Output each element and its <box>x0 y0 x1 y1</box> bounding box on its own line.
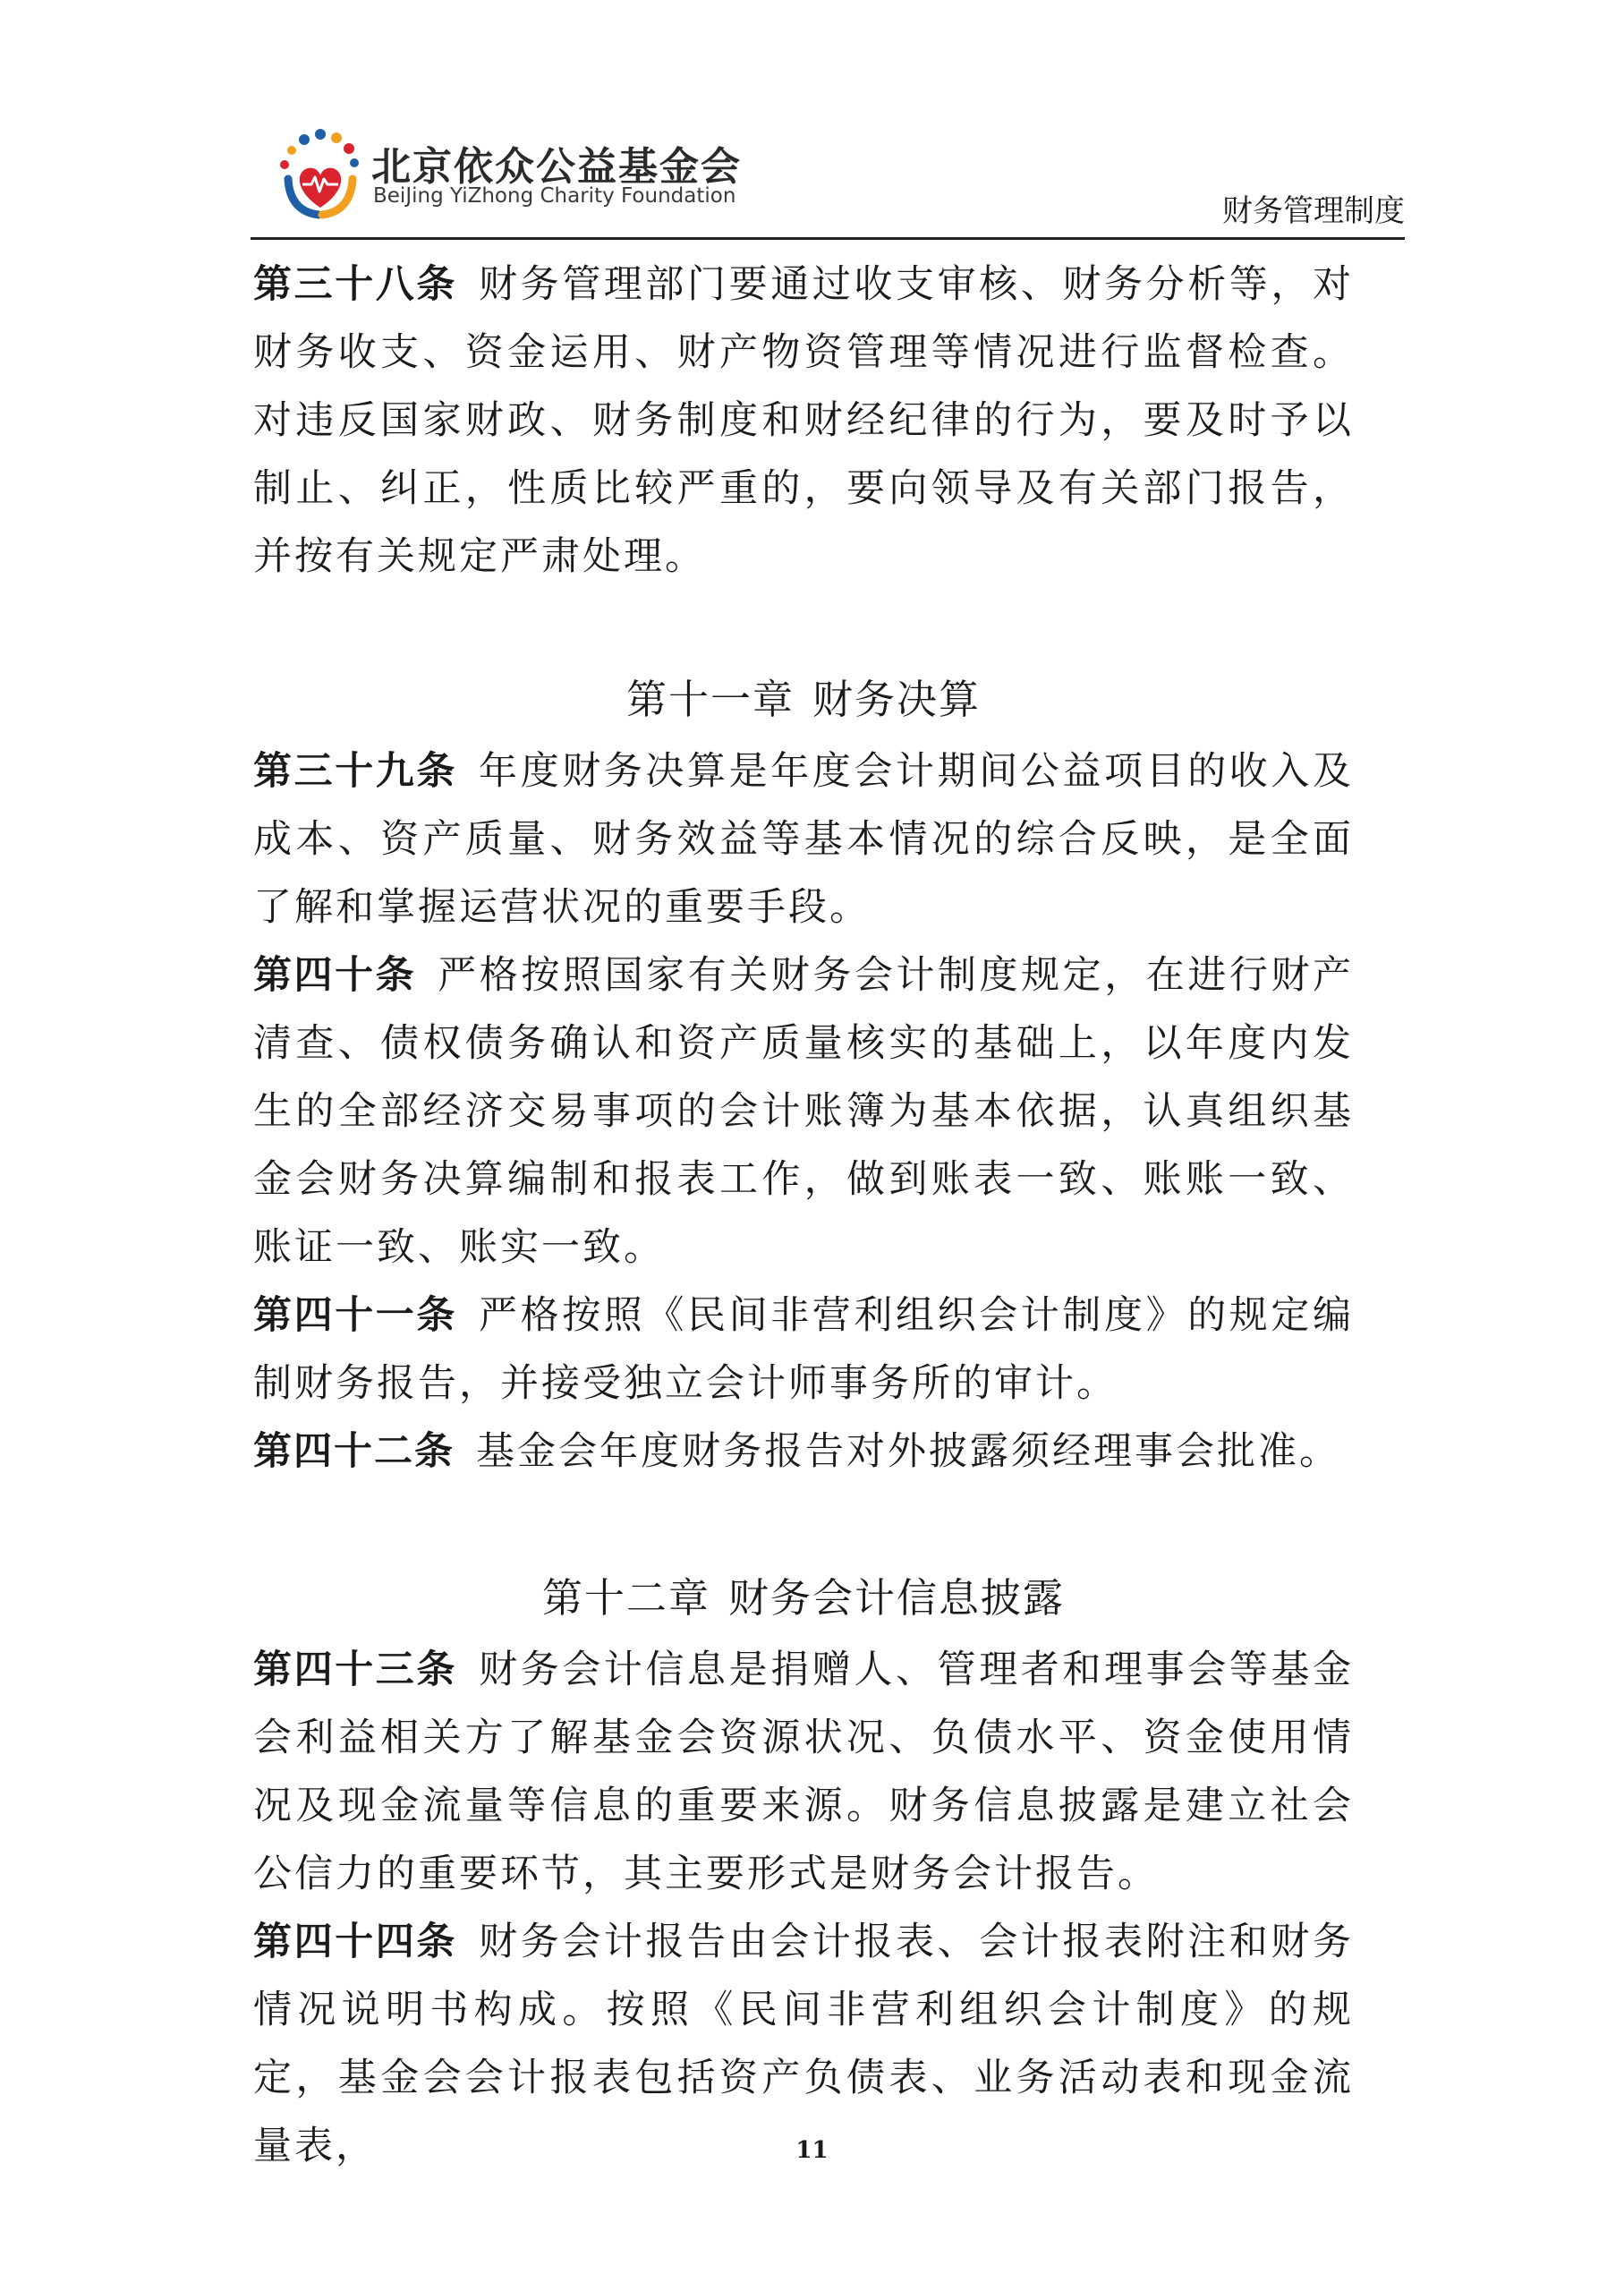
article-text: 严格按照国家有关财务会计制度规定，在进行财产清查、债权债务确认和资产质量核实的基础上，以年度内发生的全部经济交易事项的会计账簿为基本依据，认真组织基金会财务决算编制和报表工作，做到账表一致、账账一致、账证一致、账实一致。 <box>253 953 1355 1270</box>
heart-people-logo-icon <box>268 125 367 224</box>
article-text: 财务会计信息是捐赠人、管理者和理事会等基金会利益相关方了解基金会资源状况、负债水平、资金使用情况及现金流量等信息的重要来源。财务信息披露是建立社会公信力的重要环节，其主要形式是财务会计报告。 <box>253 1648 1354 1896</box>
chapter-heading-12 <box>253 1561 1354 1636</box>
chapter-number: 第十一章 <box>625 676 795 723</box>
article-text: 年度财务决算是年度会计期间公益项目的收入及成本、资产质量、财务效益等基本情况的综合反映，是全面了解和掌握运营状况的重要手段。 <box>253 749 1354 930</box>
article-text: 财务管理部门要通过收支审核、财务分析等，对财务收支、资金运用、财产物资管理等情况进行监督检查。对违反国家财政、财务制度和财经纪律的行为，要及时予以制止、纠正，性质比较严重的，要向领导及有关部门报告，并按有关规定严肃处理。 <box>253 262 1354 579</box>
article-label: 第四十一条 <box>253 1293 457 1338</box>
article-label: 第四十三条 <box>253 1648 457 1692</box>
article-label: 第四十二条 <box>253 1429 455 1474</box>
chapter-title: 财务会计信息披露 <box>728 1574 1066 1622</box>
chapter-number: 第十二章 <box>541 1574 710 1622</box>
article-41 <box>253 1282 1354 1418</box>
document-title: 财务管理制度 <box>1222 193 1405 229</box>
header-divider <box>251 237 1405 240</box>
article-38 <box>253 251 1354 591</box>
chapter-heading-11 <box>253 662 1354 737</box>
article-39 <box>253 737 1354 941</box>
article-40 <box>253 941 1354 1282</box>
page-header <box>251 125 1405 237</box>
article-label: 第三十八条 <box>253 262 457 307</box>
org-name-cn: 北京依众公益基金会 <box>371 144 742 190</box>
page-number: 11 <box>795 2137 829 2164</box>
org-name-en: BeiJing YiZhong Charity Foundation <box>373 184 736 208</box>
article-text: 财务会计报告由会计报表、会计报表附注和财务情况说明书构成。按照《民间非营利组织会计制度》的规定，基金会会计报表包括资产负债表、业务活动表和现金流量表， <box>253 1920 1354 2168</box>
article-label: 第三十九条 <box>253 749 457 794</box>
document-body <box>253 251 1354 2180</box>
article-text: 严格按照《民间非营利组织会计制度》的规定编制财务报告，并接受独立会计师事务所的审计。 <box>253 1293 1354 1406</box>
chapter-title: 财务决算 <box>812 676 982 723</box>
article-label: 第四十四条 <box>253 1920 457 1964</box>
article-42 <box>253 1418 1354 1486</box>
article-label: 第四十条 <box>253 953 417 998</box>
article-43 <box>253 1636 1354 1908</box>
article-text: 基金会年度财务报告对外披露须经理事会批准。 <box>476 1429 1340 1474</box>
